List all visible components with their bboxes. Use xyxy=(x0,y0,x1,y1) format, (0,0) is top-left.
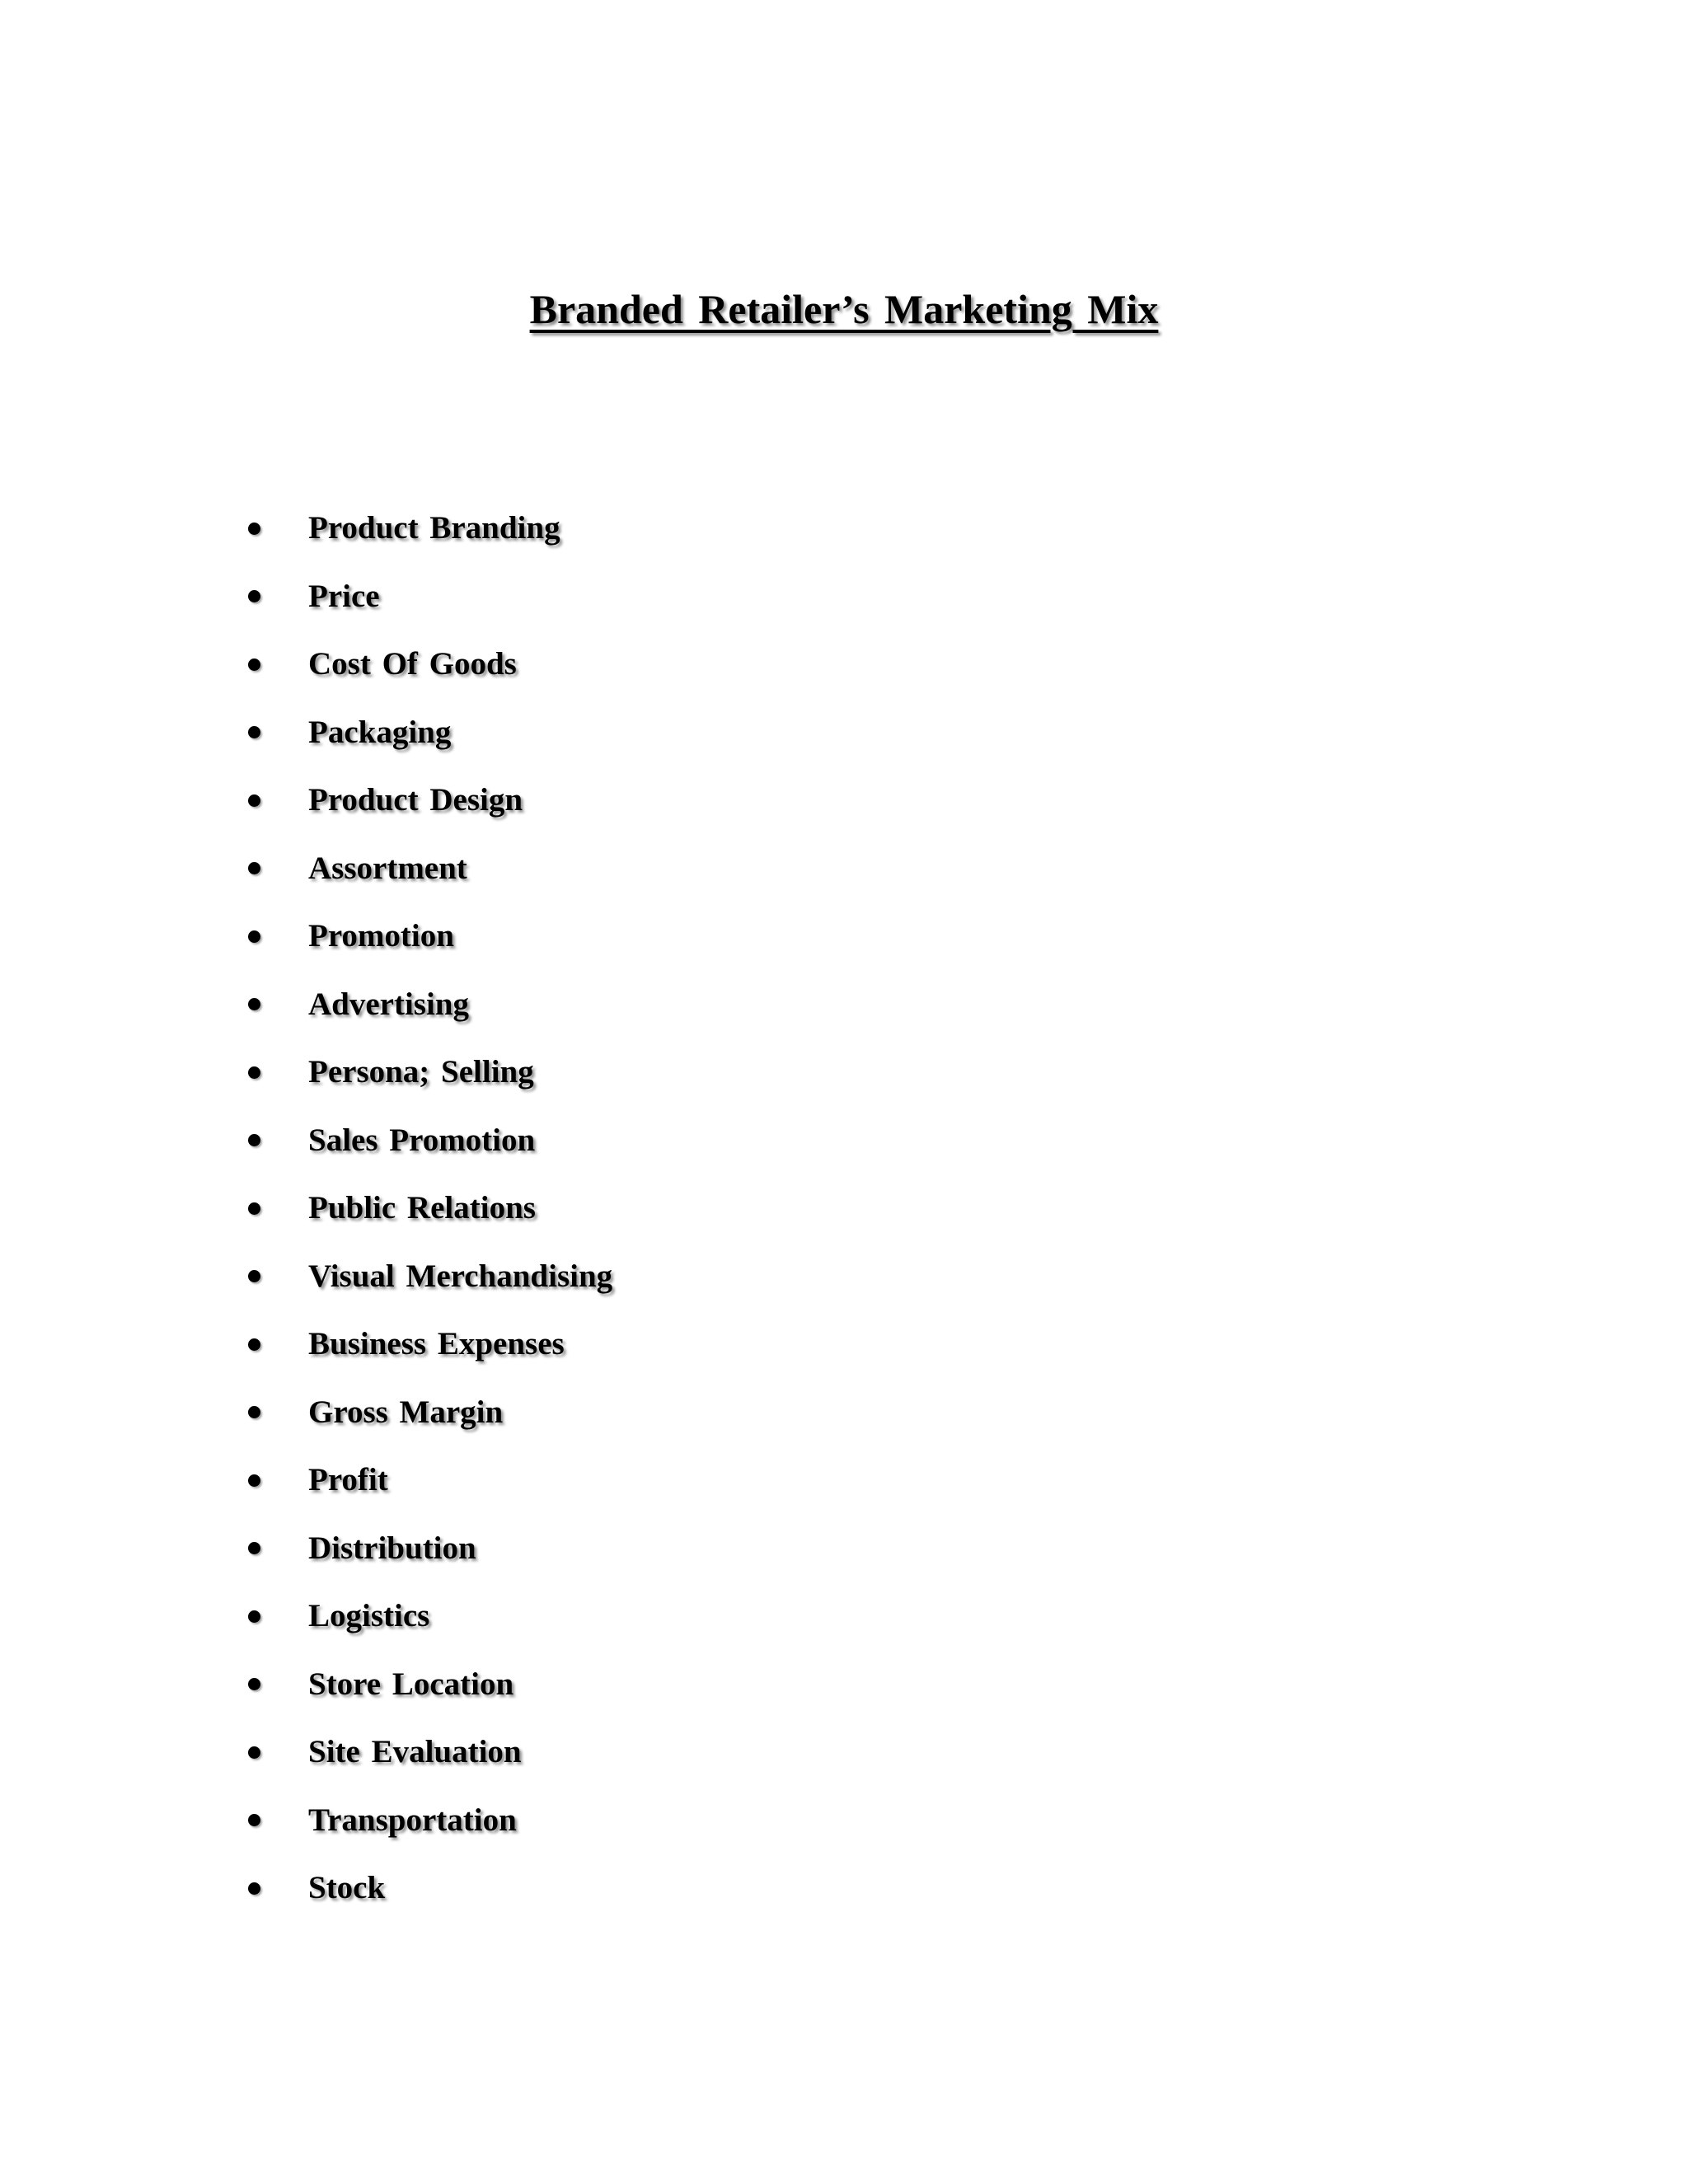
bullet-icon xyxy=(248,1542,260,1554)
bullet-icon xyxy=(248,590,260,602)
bullet-icon xyxy=(248,1406,260,1418)
list-item xyxy=(244,1038,612,1107)
list-item-text: Cost Of Goods xyxy=(308,646,517,682)
bullet-icon xyxy=(248,658,260,671)
bullet-icon xyxy=(248,1134,260,1146)
list-item xyxy=(244,1243,612,1311)
list-item xyxy=(244,902,612,971)
list-item xyxy=(244,494,612,563)
bullet-icon xyxy=(248,794,260,807)
bullet-icon xyxy=(248,1814,260,1826)
bullet-icon xyxy=(248,1746,260,1759)
bullet-icon xyxy=(248,1882,260,1895)
list-item xyxy=(244,971,612,1039)
list-item xyxy=(244,1515,612,1583)
list-item-text: Profit xyxy=(308,1462,388,1498)
bullet-icon xyxy=(248,1202,260,1215)
bullet-icon xyxy=(248,1338,260,1351)
list-item-text: Advertising xyxy=(308,986,469,1022)
list-item-text: Distribution xyxy=(308,1530,476,1566)
list-item-text: Persona; Selling xyxy=(308,1054,534,1090)
list-item-text: Product Design xyxy=(308,782,523,818)
list-item xyxy=(244,1310,612,1379)
list-item xyxy=(244,630,612,699)
bullet-icon xyxy=(248,1270,260,1282)
list-item-text: Packaging xyxy=(308,714,452,750)
list-item-text: Public Relations xyxy=(308,1190,536,1226)
bullet-icon xyxy=(248,930,260,943)
list-item xyxy=(244,699,612,767)
list-item-text: Promotion xyxy=(308,918,454,954)
list-item xyxy=(244,766,612,835)
list-item-text: Sales Promotion xyxy=(308,1122,536,1158)
bullet-icon xyxy=(248,1678,260,1690)
list-item xyxy=(244,835,612,903)
list-item xyxy=(244,1582,612,1651)
bullet-icon xyxy=(248,1610,260,1623)
list-item-text: Assortment xyxy=(308,850,467,886)
list-item-text: Logistics xyxy=(308,1598,430,1634)
list-item-text: Product Branding xyxy=(308,510,560,546)
bullet-list xyxy=(244,494,612,1923)
list-item xyxy=(244,1854,612,1923)
document-title: Branded Retailer’s Marketing Mix xyxy=(529,286,1159,332)
list-item xyxy=(244,1446,612,1515)
bullet-icon xyxy=(248,523,260,535)
list-item xyxy=(244,1718,612,1787)
list-item-text: Price xyxy=(308,578,380,614)
list-item xyxy=(244,1107,612,1175)
list-item xyxy=(244,563,612,631)
list-item-text: Gross Margin xyxy=(308,1394,504,1430)
list-item xyxy=(244,1174,612,1243)
list-item-text: Stock xyxy=(308,1870,386,1906)
bullet-icon xyxy=(248,726,260,738)
bullet-icon xyxy=(248,998,260,1010)
list-item xyxy=(244,1787,612,1855)
bullet-icon xyxy=(248,862,260,874)
bullet-icon xyxy=(248,1474,260,1487)
list-item xyxy=(244,1651,612,1719)
list-item-text: Transportation xyxy=(308,1802,517,1838)
list-item-text: Visual Merchandising xyxy=(308,1258,613,1294)
list-item-text: Business Expenses xyxy=(308,1326,565,1362)
list-item xyxy=(244,1379,612,1447)
bullet-icon xyxy=(248,1066,260,1079)
list-item-text: Site Evaluation xyxy=(308,1734,522,1770)
list-item-text: Store Location xyxy=(308,1666,514,1702)
